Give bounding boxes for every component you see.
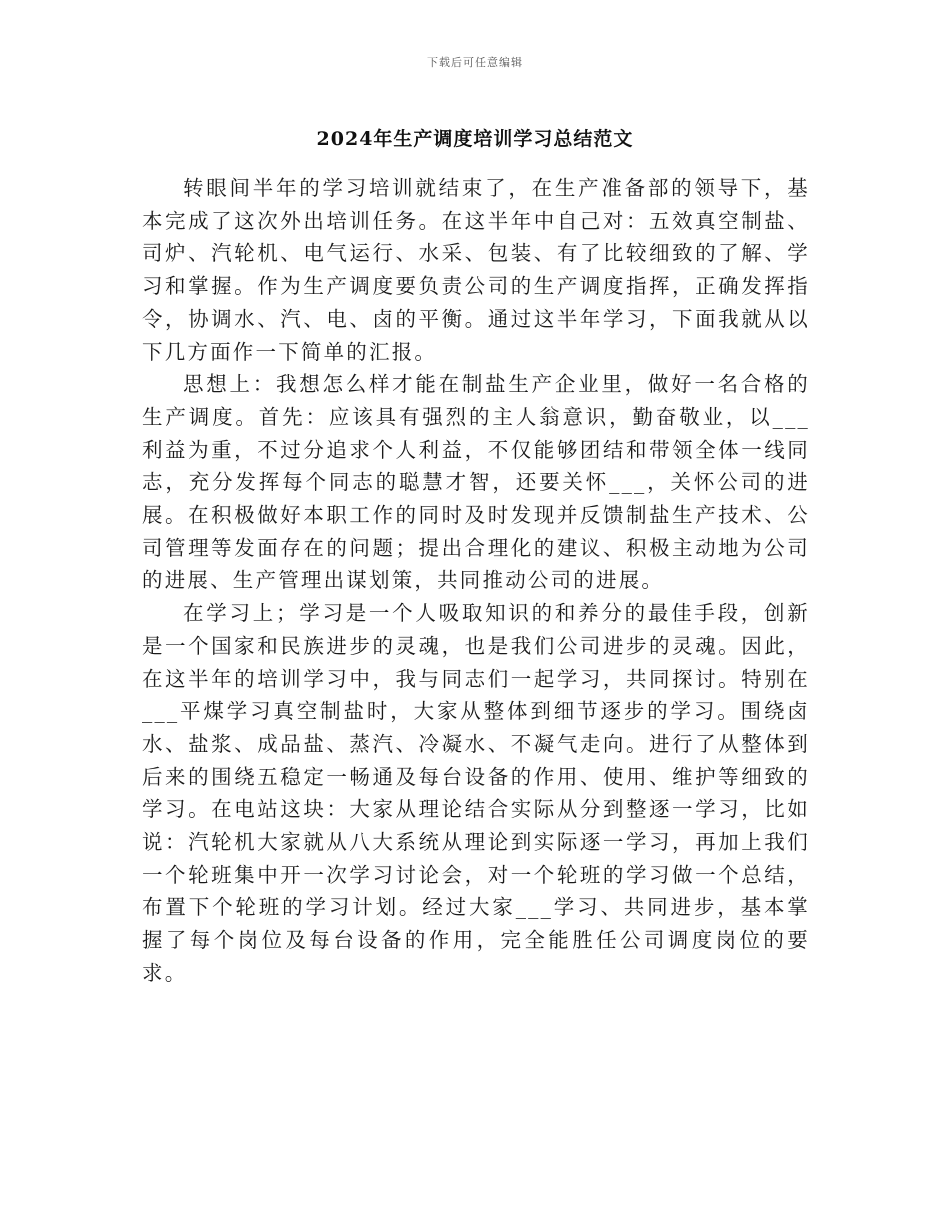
paragraph-thought: 思想上：我想怎么样才能在制盐生产企业里，做好一名合格的生产调度。首先：应该具有强烈的主人翁意识，勤奋敬业，以___利益为重，不过分追求个人利益，不仅能够团结和带领全体一线同志，充分发挥每个同志的聪慧才智，还要关怀___，关怀公司的进展。在积极做好本职工作的同时及时发现并反馈制盐生产技术、公司管理等发面存在的问题；提出合理化的建议、积极主动地为公司的进展、生产管理出谋划策，共同推动公司的进展。 xyxy=(142,372,810,593)
header-note: 下载后可任意编辑 xyxy=(427,56,523,69)
document-body xyxy=(142,172,810,990)
paragraph-study: 在学习上；学习是一个人吸取知识的和养分的最佳手段，创新是一个国家和民族进步的灵魂，也是我们公司进步的灵魂。因此，在这半年的培训学习中，我与同志们一起学习，共同探讨。特别在___平煤学习真空制盐时，大家从整体到细节逐步的学习。围绕卤水、盐浆、成品盐、蒸汽、冷凝水、不凝气走向。进行了从整体到后来的围绕五稳定一畅通及每台设备的作用、使用、维护等细致的学习。在电站这块：大家从理论结合实际从分到整逐一学习，比如说：汽轮机大家就从八大系统从理论到实际逐一学习，再加上我们一个轮班集中开一次学习讨论会，对一个轮班的学习做一个总结，布置下个轮班的学习计划。经过大家___学习、共同进步，基本掌握了每个岗位及每台设备的作用，完全能胜任公司调度岗位的要求。 xyxy=(142,601,810,985)
document-title: 2024年生产调度培训学习总结范文 xyxy=(316,128,634,150)
paragraph-intro: 转眼间半年的学习培训就结束了，在生产准备部的领导下，基本完成了这次外出培训任务。在这半年中自己对：五效真空制盐、司炉、汽轮机、电气运行、水采、包装、有了比较细致的了解、学习和掌握。作为生产调度要负责公司的生产调度指挥，正确发挥指令，协调水、汽、电、卤的平衡。通过这半年学习，下面我就从以下几方面作一下简单的汇报。 xyxy=(142,176,810,364)
